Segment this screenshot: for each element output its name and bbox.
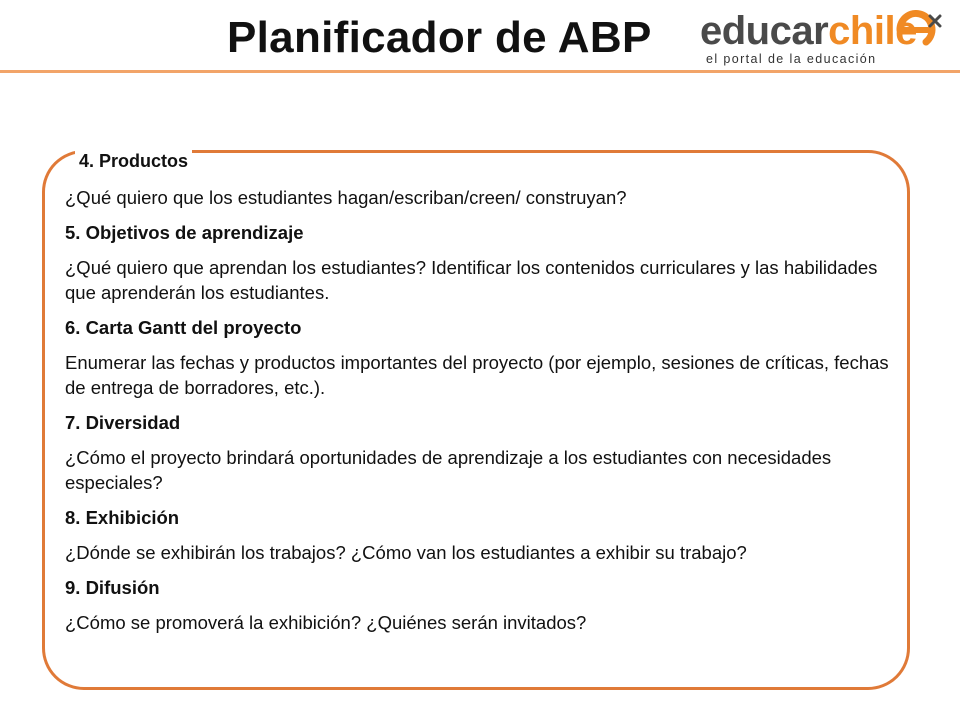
section-heading-difusion: 9. Difusión <box>65 577 160 598</box>
section-heading-diversidad: 7. Diversidad <box>65 412 181 433</box>
section-heading-objetivos: 5. Objetivos de aprendizaje <box>65 222 304 243</box>
exhibicion-question: ¿Dónde se exhibirán los trabajos? ¿Cómo van los estudiantes a exhibir su trabajo? <box>65 542 747 563</box>
educarchile-logo <box>700 8 950 72</box>
logo-word-orange: chile <box>828 9 917 53</box>
logo-swoosh-icon <box>896 8 942 52</box>
logo-tagline: el portal de la educación <box>706 52 877 66</box>
section-heading-gantt: 6. Carta Gantt del proyecto <box>65 317 302 338</box>
logo-wordmark <box>700 8 917 54</box>
diversidad-question: ¿Cómo el proyecto brindará oportunidades de aprendizaje a los estudiantes con necesidades especiales? <box>65 447 832 493</box>
header-divider <box>0 70 960 73</box>
page-title: Planificador de ABP <box>227 13 652 62</box>
section-heading-exhibicion: 8. Exhibición <box>65 507 180 528</box>
productos-question: ¿Qué quiero que los estudiantes hagan/escriban/creen/ construyan? <box>65 187 627 208</box>
gantt-description: Enumerar las fechas y productos importantes del proyecto (por ejemplo, sesiones de críticas, fechas de entrega de borradores, etc.). <box>65 352 889 398</box>
objetivos-question: ¿Qué quiero que aprendan los estudiantes? Identificar los contenidos curriculares y las habilidades que aprenderán los estudiantes. <box>65 257 878 303</box>
difusion-question: ¿Cómo se promoverá la exhibición? ¿Quiénes serán invitados? <box>65 612 587 633</box>
section-heading-productos: 4. Productos <box>75 150 192 172</box>
logo-word-dark: educar <box>700 9 829 53</box>
content-list <box>65 185 895 645</box>
